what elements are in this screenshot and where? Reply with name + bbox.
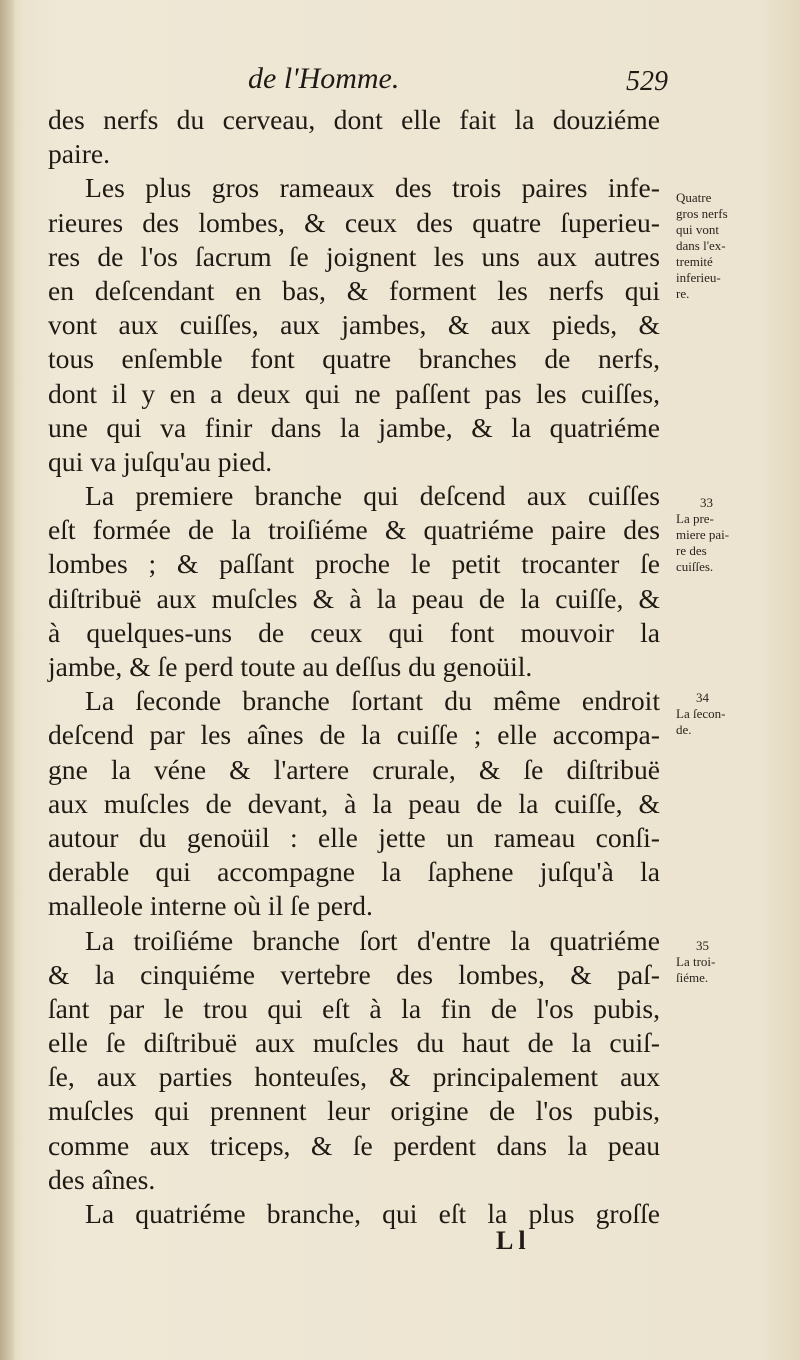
margin-line: re des — [676, 543, 707, 558]
text-line: res de l'os ſacrum ſe joignent les uns aux autres — [48, 240, 660, 272]
margin-line: La pre- — [676, 511, 714, 526]
text-line: La troiſiéme branche ſort d'entre la quatriéme — [85, 924, 660, 956]
body-text — [48, 103, 660, 1231]
margin-note-1 — [676, 190, 788, 302]
margin-line: 33 — [700, 495, 713, 510]
margin-line: re. — [676, 286, 690, 301]
text-line: qui va juſqu'au pied. — [48, 445, 273, 477]
text-line: elle ſe diſtribuë aux muſcles du haut de la cuiſ- — [48, 1027, 660, 1059]
text-line: des nerfs du cerveau, dont elle fait la douziéme — [48, 104, 660, 135]
text-line: aux muſcles de devant, à la peau de la cuiſſe, & — [48, 787, 660, 819]
text-line: deſcend par les aînes de la cuiſſe ; elle accompa- — [48, 719, 660, 751]
text-line: lombes ; & paſſant proche le petit trocanter ſe — [48, 548, 660, 580]
text-line: une qui va finir dans la jambe, & la quatriéme — [48, 411, 660, 443]
text-line: La ſeconde branche ſortant du même endroit — [85, 685, 660, 717]
text-line: comme aux triceps, & ſe perdent dans la peau — [48, 1129, 660, 1161]
margin-line: La troi- — [676, 954, 716, 969]
margin-line: miere pai- — [676, 527, 730, 542]
text-line: vont aux cuiſſes, aux jambes, & aux pieds, & — [48, 309, 660, 341]
margin-note-3 — [676, 690, 788, 738]
text-line: diſtribuë aux muſcles & à la peau de la cuiſſe, & — [48, 582, 660, 614]
page-number: 529 — [626, 66, 668, 97]
margin-line: gros nerfs — [676, 206, 728, 221]
margin-line: 35 — [696, 938, 709, 953]
margin-line: ſiéme. — [676, 970, 709, 985]
margin-line: Quatre — [676, 190, 712, 205]
margin-line: de. — [676, 722, 692, 737]
text-line: jambe, & ſe perd toute au deſſus du genoüil. — [48, 651, 533, 682]
margin-line: inferieu- — [676, 270, 721, 285]
margin-line: cuiſſes. — [676, 559, 714, 574]
margin-line: qui vont — [676, 222, 719, 237]
text-line: ſe, aux parties honteuſes, & principalement aux — [48, 1061, 660, 1093]
text-line: ſant par le trou qui eſt à la fin de l'os pubis, — [48, 992, 660, 1024]
margin-note-4 — [676, 938, 788, 986]
margin-line: La ſecon- — [676, 706, 726, 721]
text-line: des aînes. — [48, 1163, 156, 1195]
text-line: muſcles qui prennent leur origine de l'os pubis, — [48, 1095, 660, 1127]
text-line: rieures des lombes, & ceux des quatre ſuperieu- — [48, 206, 660, 238]
text-line: La premiere branche qui deſcend aux cuiſſes — [85, 480, 660, 512]
text-line: à quelques-uns de ceux qui font mouvoir la — [48, 616, 660, 648]
margin-line: 34 — [696, 690, 709, 705]
text-line: gne la véne & l'artere crurale, & ſe diſtribuë — [48, 753, 660, 785]
text-line: autour du genoüil : elle jette un rameau conſi- — [48, 821, 660, 853]
margin-line: tremité — [676, 254, 713, 269]
catchword: L l — [496, 1226, 526, 1255]
text-line: eſt formée de la troiſiéme & quatriéme paire des — [48, 514, 660, 546]
text-line: dont il y en a deux qui ne paſſent pas les cuiſſes, — [48, 377, 660, 409]
text-line: malleole interne où il ſe perd. — [48, 890, 373, 922]
running-head — [248, 62, 668, 102]
text-line: tous enſemble font quatre branches de nerfs, — [48, 343, 660, 375]
page-gutter — [0, 0, 14, 1360]
text-line: & la cinquiéme vertebre des lombes, & paſ- — [48, 958, 660, 990]
text-line: derable qui accompagne la ſaphene juſqu'à la — [48, 856, 660, 888]
text-line: en deſcendant en bas, & forment les nerfs qui — [48, 274, 660, 306]
running-head-title: de l'Homme. — [248, 62, 400, 95]
text-line: paire. — [48, 138, 111, 170]
margin-note-2 — [676, 495, 788, 575]
text-line: Les plus gros rameaux des trois paires infe- — [85, 172, 660, 204]
text-line: La quatriéme branche, qui eſt la plus groſſe — [85, 1198, 660, 1229]
margin-line: dans l'ex- — [676, 238, 726, 253]
